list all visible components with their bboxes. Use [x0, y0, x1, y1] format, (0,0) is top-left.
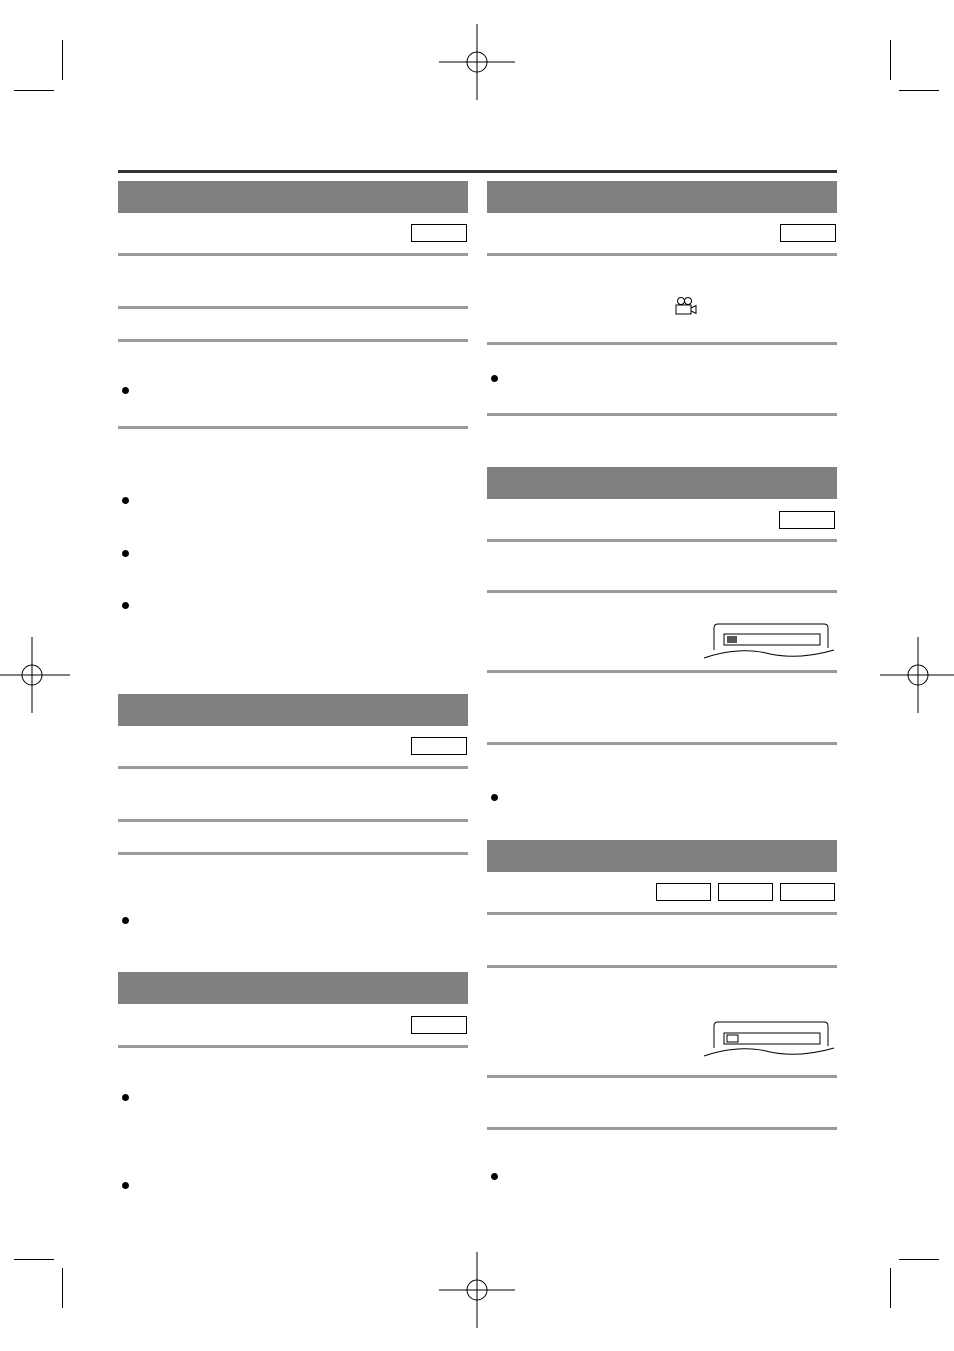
disc-type-tag	[779, 511, 835, 529]
disc-type-tag	[411, 1016, 467, 1034]
bullet-icon	[491, 1173, 498, 1180]
disc-type-tag	[780, 883, 835, 901]
crosshair-icon	[439, 1252, 515, 1328]
section-header	[487, 840, 837, 872]
step-divider	[487, 1075, 837, 1078]
bullet-icon	[122, 387, 129, 394]
disc-type-tag	[656, 883, 711, 901]
bullet-icon	[122, 1094, 129, 1101]
step-divider	[118, 339, 468, 342]
crop-mark	[899, 90, 939, 91]
crosshair-icon	[880, 637, 954, 713]
section-header	[118, 181, 468, 213]
step-divider	[118, 852, 468, 855]
step-divider	[487, 253, 837, 256]
crop-mark	[899, 1259, 939, 1260]
crosshair-icon	[0, 637, 70, 713]
section-header	[487, 181, 837, 213]
step-divider	[487, 742, 837, 745]
bullet-icon	[122, 497, 129, 504]
crop-mark	[890, 1268, 891, 1308]
disc-type-tag	[718, 883, 773, 901]
step-divider	[118, 306, 468, 309]
step-divider	[487, 670, 837, 673]
step-divider	[487, 342, 837, 345]
crop-mark	[14, 1259, 54, 1260]
step-divider	[487, 539, 837, 542]
bullet-icon	[491, 794, 498, 801]
crosshair-icon	[439, 24, 515, 100]
step-divider	[118, 1045, 468, 1048]
step-divider	[487, 965, 837, 968]
step-divider	[487, 590, 837, 593]
step-divider	[118, 253, 468, 256]
step-divider	[118, 766, 468, 769]
section-header	[118, 972, 468, 1004]
bullet-icon	[491, 375, 498, 382]
crop-mark	[62, 40, 63, 80]
disc-type-tag	[411, 737, 467, 755]
bullet-icon	[122, 602, 129, 609]
bullet-icon	[122, 917, 129, 924]
section-header	[487, 467, 837, 499]
step-divider	[487, 1127, 837, 1130]
bullet-icon	[122, 550, 129, 557]
disc-type-tag	[780, 224, 836, 242]
crop-mark	[14, 90, 54, 91]
disc-type-tag	[411, 224, 467, 242]
step-divider	[118, 426, 468, 429]
on-screen-display-illustration	[700, 620, 836, 662]
crop-mark	[62, 1268, 63, 1308]
crop-mark	[890, 40, 891, 80]
page-header-rule	[118, 170, 837, 173]
bullet-icon	[122, 1182, 129, 1189]
section-header	[118, 694, 468, 726]
camera-angle-icon	[674, 296, 698, 316]
step-divider	[487, 413, 837, 416]
step-divider	[118, 819, 468, 822]
step-divider	[487, 912, 837, 915]
on-screen-display-illustration	[700, 1018, 836, 1060]
